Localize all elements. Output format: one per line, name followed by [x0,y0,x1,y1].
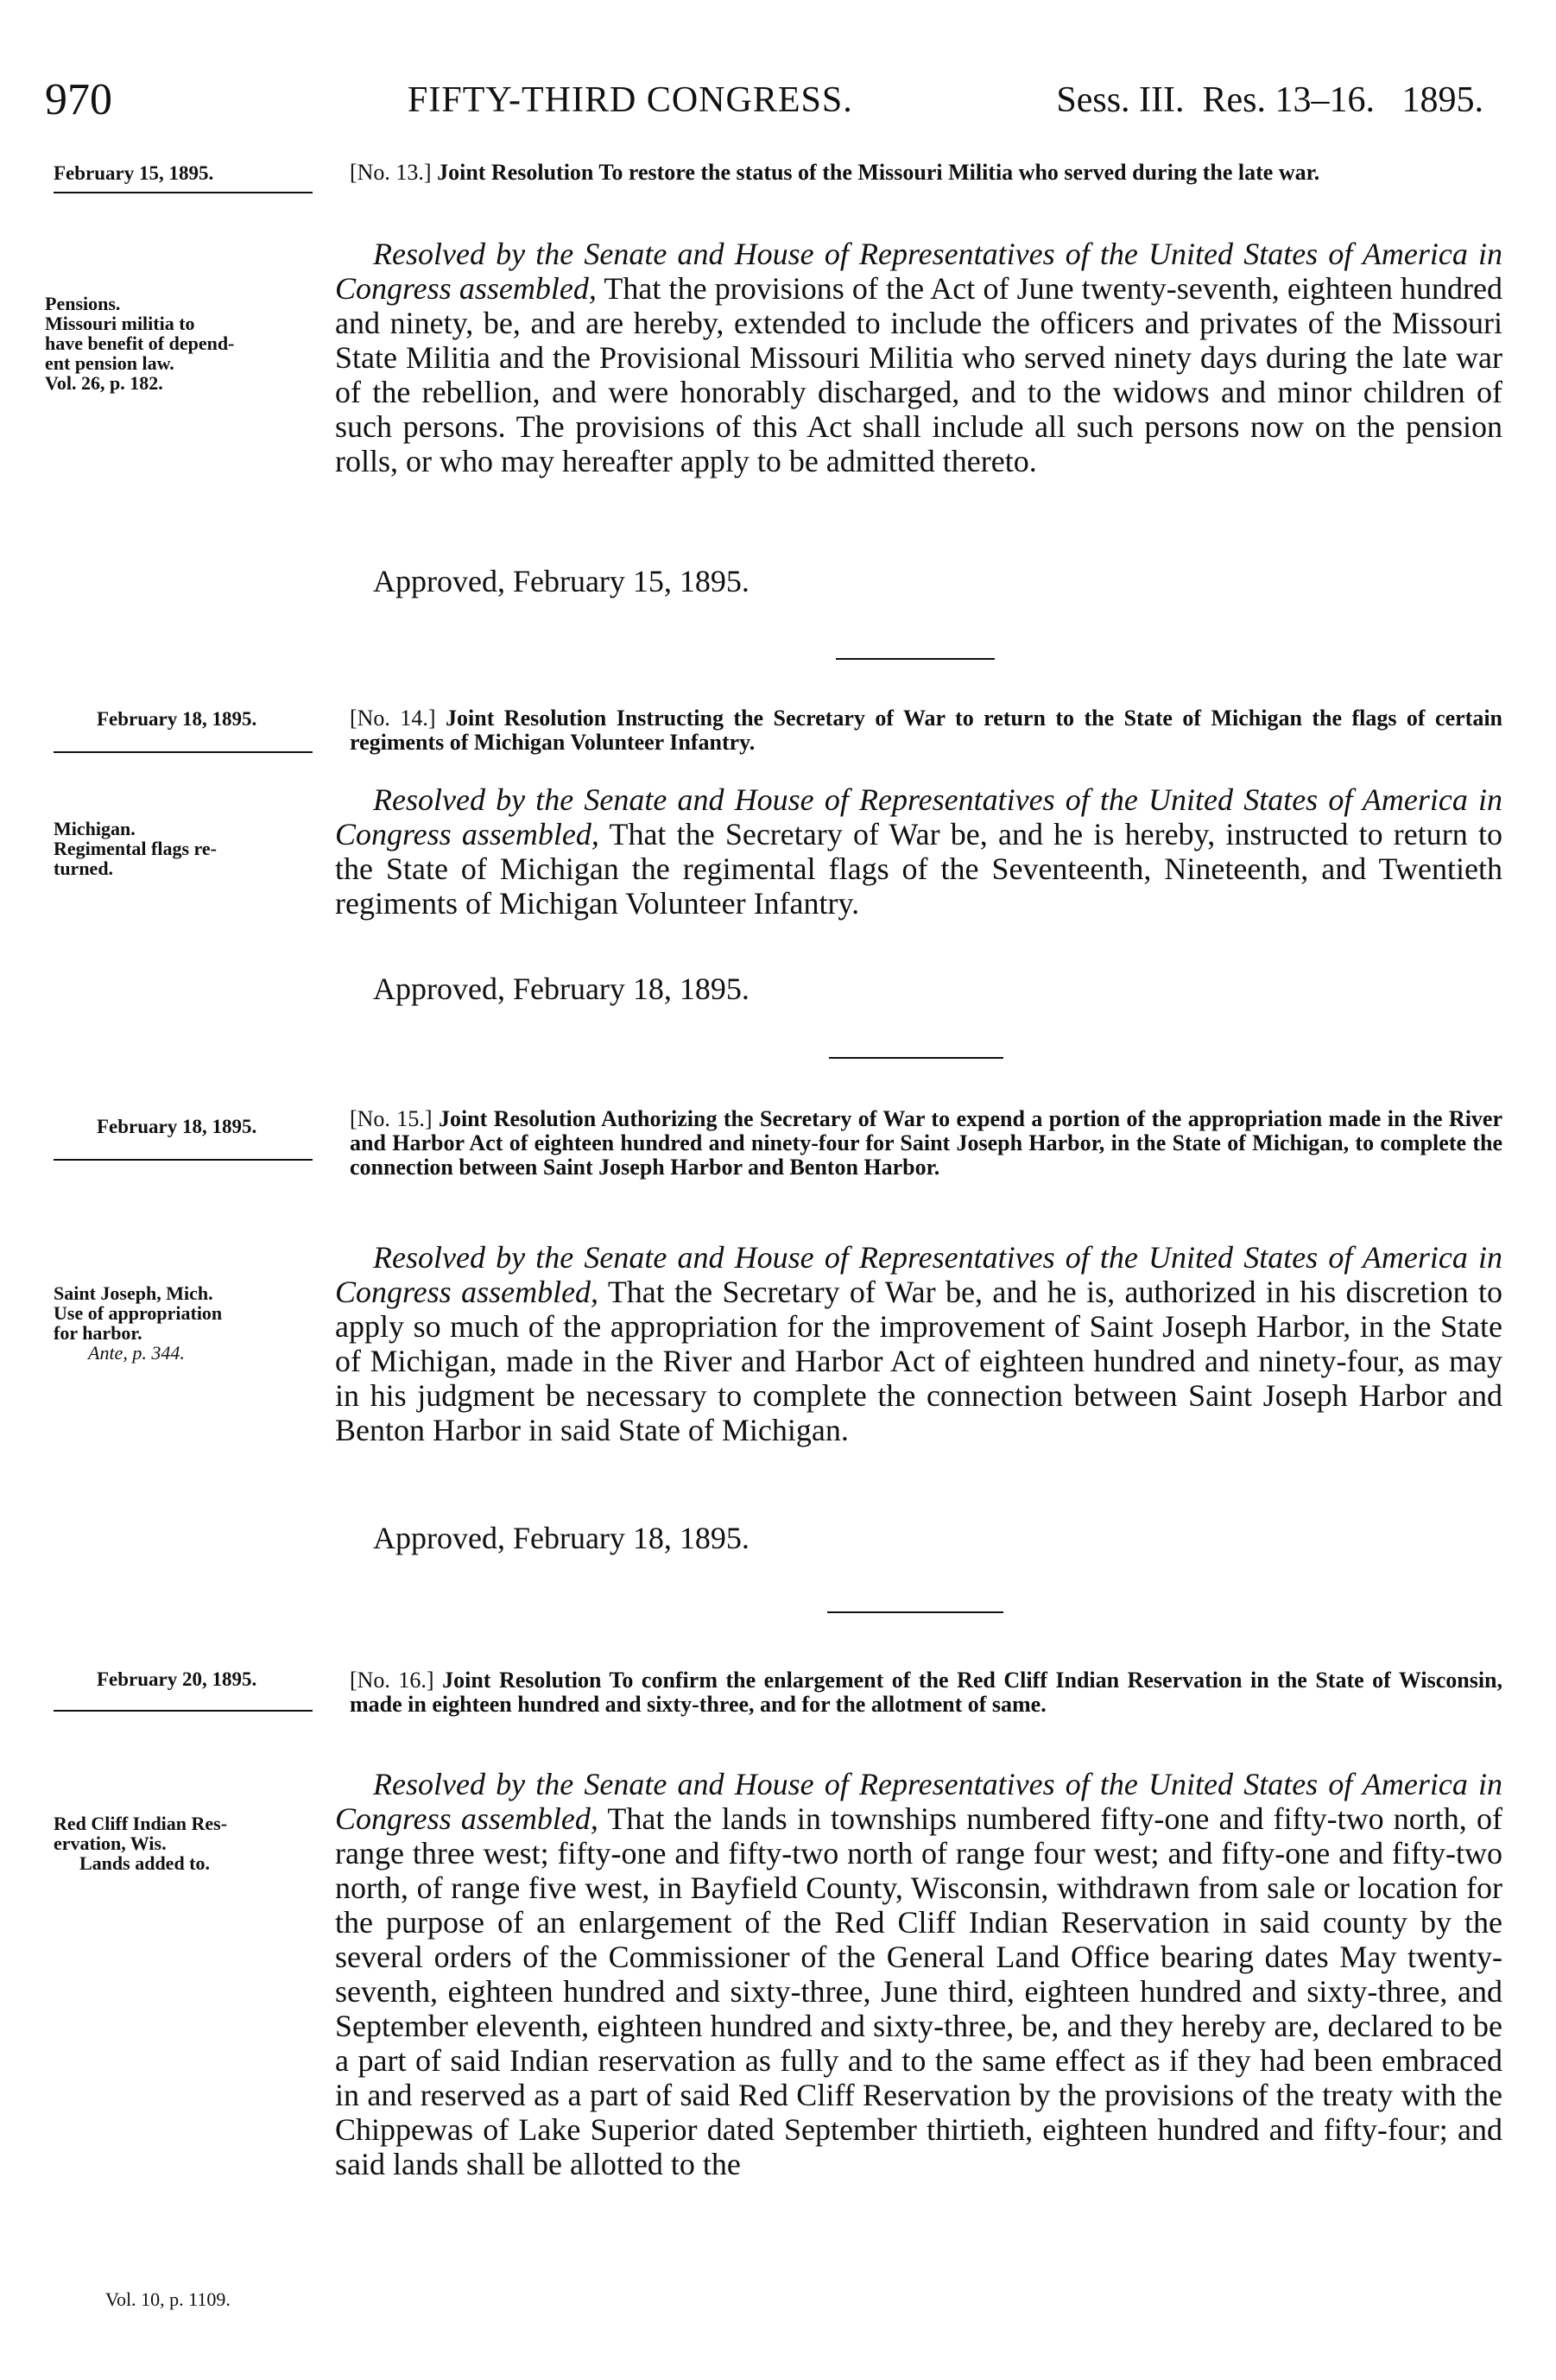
resolutions-range: Res. 13–16. [1202,80,1375,120]
resolution-title [350,161,1502,185]
enacting-formula: Resolved by the Senate and House of Representatives of the United States of America in Congress assembled, [335,1767,1502,1836]
enacting-formula: Resolved by the Senate and House of Representatives of the United States of America in Congress assembled, [335,782,1502,851]
margin-date: February 20, 1895. [97,1668,257,1690]
congress-title: FIFTY-THIRD CONGRESS. [408,80,853,120]
resolution-title-text: Joint Resolution Authorizing the Secretary of War to expend a portion of the appropriation made in the River and Harbor Act of eighteen hundred and ninety-four for Saint Joseph Harbor, in the State of Michigan, to complete the connection between Saint Joseph Harbor and Benton Harbor. [350,1106,1503,1180]
section-divider [827,1611,1003,1613]
approved-line: Approved, February 15, 1895. [373,564,750,598]
margin-note: Saint Joseph, Mich. [54,1282,213,1304]
page-header [45,74,1483,135]
section-divider [829,1057,1003,1059]
margin-note: have benefit of depend- [45,332,235,354]
page-number: 970 [45,75,112,124]
resolution-body [335,1767,1502,2181]
resolution-title-text: Joint Resolution To confirm the enlargement of the Red Cliff Indian Reservation in the State of Wisconsin, made in eighteen hundred and sixty-three, and for the allotment of same. [350,1668,1503,1717]
margin-note: Ante, p. 344. [88,1342,185,1364]
margin-rule [54,1159,313,1161]
approved-line: Approved, February 18, 1895. [373,1521,750,1555]
margin-note: Michigan. [54,818,136,839]
margin-rule [54,1710,313,1712]
margin-note: Vol. 26, p. 182. [45,372,163,394]
margin-note: ent pension law. [45,352,174,374]
resolution-title-text: Joint Resolution To restore the status of the Missouri Militia who served during the late war. [437,160,1320,185]
margin-note: Missouri militia to [45,313,195,334]
resolution-number: [No. 16.] [350,1668,434,1693]
resolution-title-text: Joint Resolution Instructing the Secretary of War to return to the State of Michigan the flags of certain regiments of Michigan Volunteer Infantry. [350,706,1503,755]
section-divider [836,658,995,660]
margin-date: February 18, 1895. [97,1116,257,1137]
margin-note: Use of appropriation [54,1302,223,1324]
session-label: Sess. III. [1056,80,1185,120]
enacting-formula: Resolved by the Senate and House of Representatives of the United States of America in Congress assembled, [335,1240,1502,1309]
resolution-text: That the provisions of the Act of June twenty-seventh, eighteen hundred and ninety, be, and are hereby, extended to include the officers and privates of the Missouri State Militia and the Provisional Missouri Militia who served ninety days during the late war of the rebellion, and were honorably discharged, and to the widows and minor children of such persons. The provisions of this Act shall include all such persons now on the pension rolls, or who may hereafter apply to be admitted thereto. [335,271,1502,478]
margin-note: Pensions. [45,293,121,314]
resolution-text: That the Secretary of War be, and he is hereby, instructed to return to the State of Michigan the regimental flags of the Seventeenth, Nineteenth, and Twentieth regiments of Michigan Volunteer Infantry. [335,817,1502,921]
margin-note: for harbor. [54,1322,142,1344]
margin-reference: Vol. 10, p. 1109. [105,2288,231,2310]
margin-rule [54,751,313,753]
margin-note: Lands added to. [79,1852,211,1874]
resolution-number: [No. 13.] [350,160,432,185]
resolution-title [350,1668,1502,1717]
approved-line: Approved, February 18, 1895. [373,972,750,1006]
margin-note: Regimental flags re- [54,838,217,859]
margin-notes [54,819,313,878]
margin-rule [54,192,313,193]
running-head-title [408,79,853,121]
margin-note: Red Cliff Indian Res- [54,1813,228,1834]
resolution-number: [No. 14.] [350,706,436,731]
margin-notes [54,1813,313,1873]
year-label: 1895. [1401,80,1483,120]
resolution-title [350,706,1502,755]
resolution-number: [No. 15.] [350,1106,433,1131]
margin-date: February 15, 1895. [54,162,214,184]
margin-note: turned. [54,858,114,879]
resolution-text: That the Secretary of War be, and he is, authorized in his discretion to apply so much of the appropriation for the improvement of Saint Joseph Harbor, in the State of Michigan, made in the River and Harbor Act of eighteen hundred and ninety-four, as may in his judgment be necessary to complete the connection between Saint Joseph Harbor and Benton Harbor in said State of Michigan. [335,1275,1502,1447]
margin-date: February 18, 1895. [97,708,257,730]
resolution-body [335,1240,1502,1447]
enacting-formula: Resolved by the Senate and House of Representatives of the United States of America in Congress assembled, [335,237,1502,306]
margin-notes [45,294,304,393]
resolution-text: That the lands in townships numbered fifty-one and fifty-two north, of range three west; fifty-one and fifty-two north of range four west; and fifty-one and fifty-two north, of range five west, in Bayfield County, Wisconsin, withdrawn from sale or location for the purpose of an enlargement of the Red Cliff Indian Reservation in said county by the several orders of the Commissioner of the General Land Office bearing dates May twenty-seventh, eighteen hundred and sixty-three, June third, eighteen hundred and sixty-three, and September eleventh, eighteen hundred and sixty-three, be, and they hereby are, declared to be a part of said Indian reservation as fully and to the same effect as if they had been embraced in and reserved as a part of said Red Cliff Reservation by the provisions of the treaty with the Chippewas of Lake Superior dated September thirtieth, eighteen hundred and fifty-four; and said lands shall be allotted to the [335,1801,1502,2181]
resolution-title [350,1107,1502,1180]
resolution-body [335,782,1502,921]
margin-notes [54,1283,313,1363]
running-head-meta [1056,79,1483,121]
resolution-body [335,237,1502,478]
margin-note: ervation, Wis. [54,1832,167,1854]
